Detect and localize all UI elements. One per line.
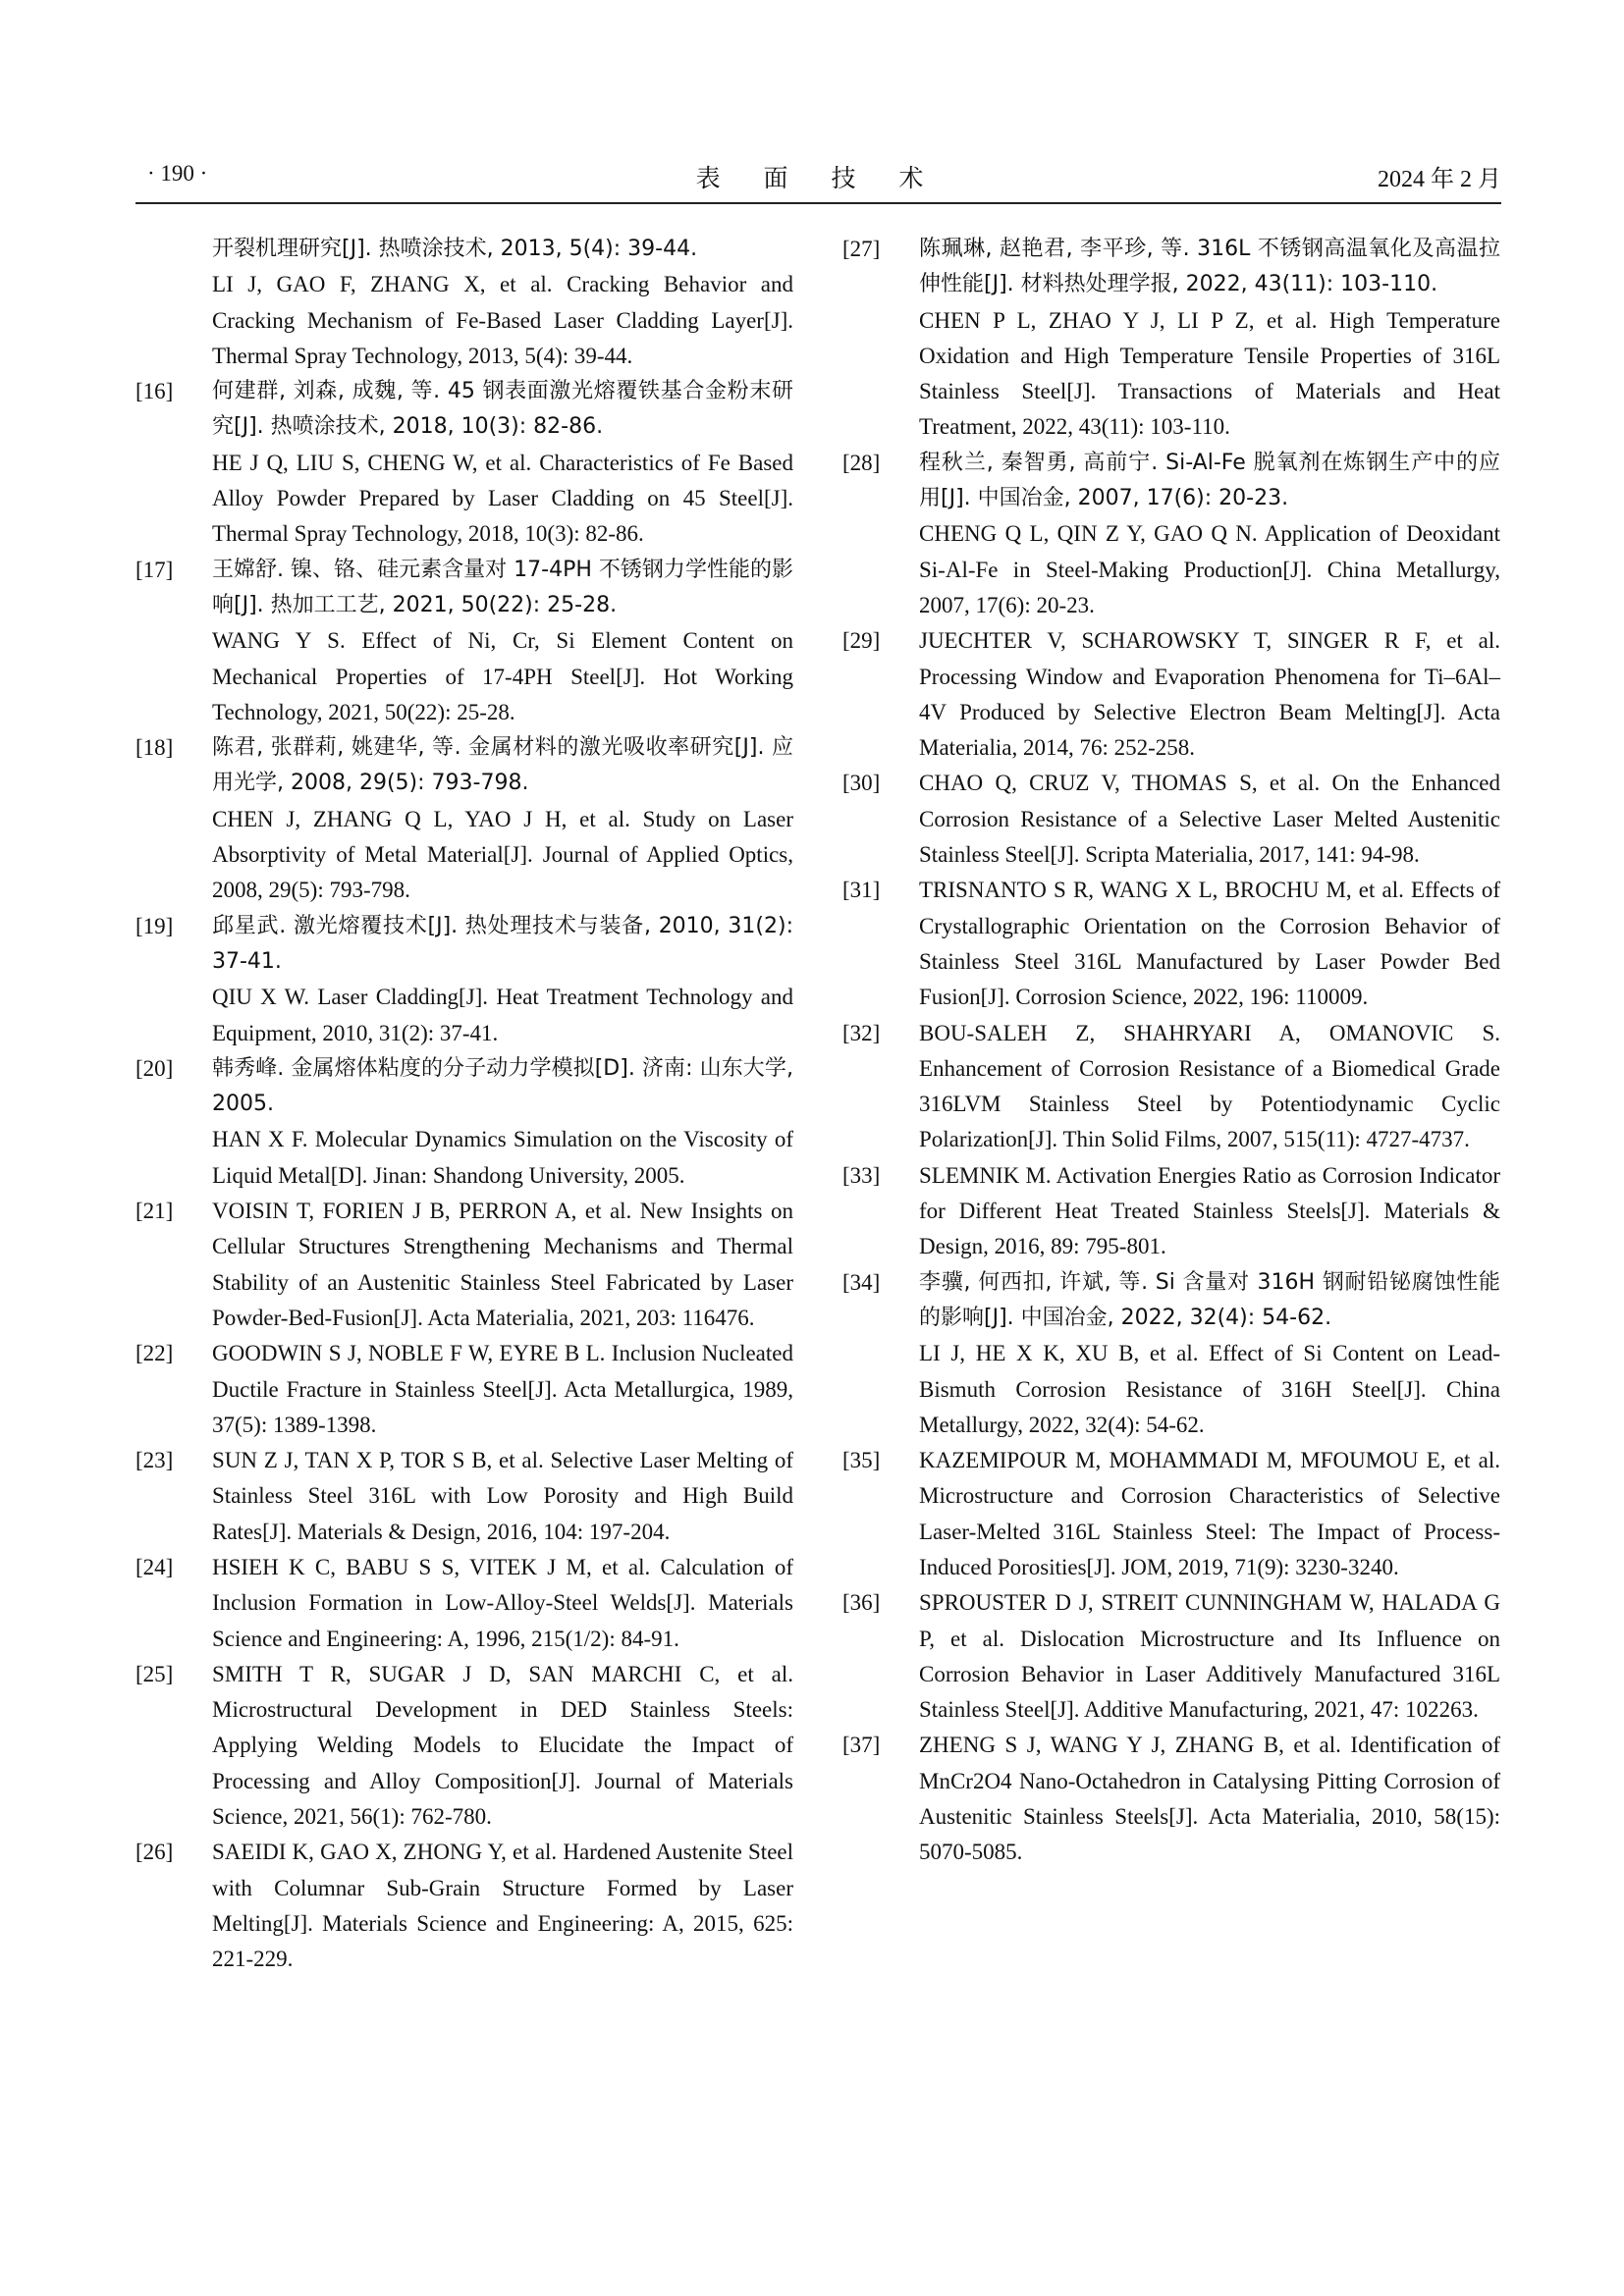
reference-en-text: LI J, HE X K, XU B, et al. Effect of Si Content on Lead-Bismuth Corrosion Resistance of 316H Steel[J]. China Metallurgy, 2022, 32(4): 54-62. (919, 1341, 1500, 1437)
reference-en-text: JUECHTER V, SCHAROWSKY T, SINGER R F, et al. Processing Window and Evaporation Phenomena for Ti–6Al–4V Produced by Selective Electron Beam Melting[J]. Acta Materialia, 2014, 76: 252-258. (919, 628, 1500, 761)
reference-item (135, 1835, 793, 1977)
reference-en-text: CHEN J, ZHANG Q L, YAO J H, et al. Study on Laser Absorptivity of Metal Material[J]. Journal of Applied Optics, 2008, 29(5): 793-798. (212, 806, 793, 903)
reference-number: [23] (135, 1448, 174, 1473)
reference-en-text: TRISNANTO S R, WANG X L, BROCHU M, et al. Effects of Crystallographic Orientation on the Corrosion Behavior of Stainless Steel 316L Manufactured by Laser Powder Bed Fusion[J]. Corrosion Science, 2022, 196: 110009. (919, 878, 1500, 1010)
reference-en-text: ZHENG S J, WANG Y J, ZHANG B, et al. Identification of MnCr2O4 Nano-Octahedron in Catalysing Pitting Corrosion of Austenitic Stainless Steels[J]. Acta Materialia, 2010, 58(15): 5070-5085. (919, 1733, 1500, 1865)
reference-en-text: SUN Z J, TAN X P, TOR S B, et al. Selective Laser Melting of Stainless Steel 316L with Low Porosity and High Build Rates[J]. Materials & Design, 2016, 104: 197-204. (212, 1448, 793, 1544)
reference-number: [20] (135, 1055, 174, 1081)
left-column (135, 232, 793, 1978)
reference-item (135, 1336, 793, 1443)
reference-en-text: CHENG Q L, QIN Z Y, GAO Q N. Application of Deoxidant Si-Al-Fe in Steel-Making Production[J]. China Metallurgy, 2007, 17(6): 20-23. (919, 521, 1500, 617)
running-header (135, 157, 1501, 204)
reference-item (842, 1265, 1500, 1443)
reference-en-text: LI J, GAO F, ZHANG X, et al. Cracking Behavior and Cracking Mechanism of Fe-Based Laser Cladding Layer[J]. Thermal Spray Technology, 2013, 5(4): 39-44. (212, 272, 793, 368)
continued-reference (135, 232, 793, 374)
reference-number: [25] (135, 1661, 174, 1686)
reference-en-text: GOODWIN S J, NOBLE F W, EYRE B L. Inclusion Nucleated Ductile Fracture in Stainless Steel[J]. Acta Metallurgica, 1989, 37(5): 1389-1398. (212, 1341, 793, 1437)
reference-item (135, 1051, 793, 1194)
reference-number: [22] (135, 1341, 174, 1366)
reference-number: [29] (842, 628, 881, 654)
reference-number: [37] (842, 1733, 881, 1758)
reference-item (135, 909, 793, 1051)
reference-en-text: KAZEMIPOUR M, MOHAMMADI M, MFOUMOU E, et al. Microstructure and Corrosion Characteristics of Selective Laser-Melted 316L Stainless Steel: The Impact of Process-Induced Porosities[J]. JOM, 2019, 71(9): 3230-3240. (919, 1448, 1500, 1579)
reference-cn-text: 陈君, 张群莉, 姚建华, 等. 金属材料的激光吸收率研究[J]. 应用光学, 2008, 29(5): 793-798. (212, 735, 793, 796)
reference-en-text: CHAO Q, CRUZ V, THOMAS S, et al. On the Enhanced Corrosion Resistance of a Selective Laser Melted Austenitic Stainless Steel[J]. Scripta Materialia, 2017, 141: 94-98. (919, 771, 1500, 868)
right-column (842, 232, 1500, 1871)
reference-cn-text: 韩秀峰. 金属熔体粘度的分子动力学模拟[D]. 济南: 山东大学, 2005. (212, 1055, 793, 1117)
reference-en-text: SPROUSTER D J, STREIT CUNNINGHAM W, HALADA G P, et al. Dislocation Microstructure and Its Influence on Corrosion Behavior in Laser Additively Manufactured 316L Stainless Steel[J]. Additive Manufacturing, 2021, 47: 102263. (919, 1590, 1500, 1723)
reference-cn-text: 程秋兰, 秦智勇, 高前宁. Si-Al-Fe 脱氧剂在炼钢生产中的应用[J]. 中国冶金, 2007, 17(6): 20-23. (919, 450, 1500, 511)
reference-item (842, 873, 1500, 1015)
reference-item (135, 553, 793, 730)
reference-item (842, 623, 1500, 766)
reference-number: [33] (842, 1162, 881, 1188)
reference-cn-text: 邱星武. 激光熔覆技术[J]. 热处理技术与装备, 2010, 31(2): 37-41. (212, 913, 793, 974)
reference-en-text: BOU-SALEH Z, SHAHRYARI A, OMANOVIC S. Enhancement of Corrosion Resistance of a Biomedical Grade 316LVM Stainless Steel by Potentiodynamic Cyclic Polarization[J]. Thin Solid Films, 2007, 515(11): 4727-4737. (919, 1020, 1500, 1152)
reference-cn-text: 李骥, 何西扣, 许斌, 等. Si 含量对 316H 钢耐铅铋腐蚀性能的影响[J]. 中国冶金, 2022, 32(4): 54-62. (919, 1269, 1500, 1330)
reference-number: [26] (135, 1840, 174, 1865)
reference-en-text: QIU X W. Laser Cladding[J]. Heat Treatment Technology and Equipment, 2010, 31(2): 37-41. (212, 985, 793, 1045)
reference-item (842, 1585, 1500, 1728)
left-reference-list (135, 374, 793, 1977)
reference-cn-text: 何建群, 刘森, 成魏, 等. 45 钢表面激光熔覆铁基合金粉末研究[J]. 热喷涂技术, 2018, 10(3): 82-86. (212, 379, 793, 440)
reference-en-text: HAN X F. Molecular Dynamics Simulation on the Viscosity of Liquid Metal[D]. Jinan: Shandong University, 2005. (212, 1127, 793, 1188)
reference-number: [17] (135, 557, 174, 582)
reference-number: [32] (842, 1020, 881, 1045)
reference-en-text: WANG Y S. Effect of Ni, Cr, Si Element Content on Mechanical Properties of 17-4PH Steel[J]. Hot Working Technology, 2021, 50(22): 25-28. (212, 628, 793, 724)
page-number: · 190 · (147, 161, 208, 186)
reference-number: [21] (135, 1199, 174, 1224)
reference-item (842, 1728, 1500, 1870)
reference-en-text: HSIEH K C, BABU S S, VITEK J M, et al. Calculation of Inclusion Formation in Low-Alloy-Steel Welds[J]. Materials Science and Engineering: A, 1996, 215(1/2): 84-91. (212, 1554, 793, 1651)
reference-item (135, 374, 793, 552)
reference-item (135, 1550, 793, 1657)
reference-item (135, 730, 793, 908)
reference-number: [16] (135, 379, 174, 404)
reference-number: [31] (842, 878, 881, 903)
reference-en-text: SLEMNIK M. Activation Energies Ratio as Corrosion Indicator for Different Heat Treated Stainless Steels[J]. Materials & Design, 2016, 89: 795-801. (919, 1162, 1500, 1259)
reference-en-text: CHEN P L, ZHAO Y J, LI P Z, et al. High Temperature Oxidation and High Temperature Tensile Properties of 316L Stainless Steel[J]. Transactions of Materials and Heat Treatment, 2022, 43(11): 103-110. (919, 307, 1500, 440)
reference-en-text: VOISIN T, FORIEN J B, PERRON A, et al. New Insights on Cellular Structures Strengthening Mechanisms and Thermal Stability of an Austenitic Stainless Steel Fabricated by Laser Powder-Bed-Fusion[J]. Acta Materialia, 2021, 203: 116476. (212, 1199, 793, 1330)
reference-number: [35] (842, 1448, 881, 1473)
issue-date: 2024 年 2 月 (1378, 167, 1501, 192)
reference-number: [30] (842, 771, 881, 796)
reference-item (842, 446, 1500, 623)
reference-en-text: SMITH T R, SUGAR J D, SAN MARCHI C, et al. Microstructural Development in DED Stainless Steels: Applying Welding Models to Elucidate the Impact of Processing and Alloy Composition[J]. Journal of Materials Science, 2021, 56(1): 762-780. (212, 1661, 793, 1830)
reference-number: [34] (842, 1269, 881, 1295)
reference-item (135, 1194, 793, 1336)
reference-cn-text: 开裂机理研究[J]. 热喷涂技术, 2013, 5(4): 39-44. (212, 237, 698, 261)
journal-title: 表 面 技 术 (695, 164, 942, 192)
reference-item (842, 1443, 1500, 1585)
reference-item (842, 766, 1500, 873)
reference-item (842, 1158, 1500, 1265)
reference-en-text: HE J Q, LIU S, CHENG W, et al. Characteristics of Fe Based Alloy Powder Prepared by Laser Cladding on 45 Steel[J]. Thermal Spray Technology, 2018, 10(3): 82-86. (212, 450, 793, 547)
reference-item (842, 232, 1500, 446)
reference-number: [24] (135, 1554, 174, 1579)
reference-number: [18] (135, 735, 174, 761)
reference-cn-text: 王嫦舒. 镍、铬、硅元素含量对 17-4PH 不锈钢力学性能的影响[J]. 热加工工艺, 2021, 50(22): 25-28. (212, 557, 793, 617)
reference-item (135, 1443, 793, 1550)
reference-item (842, 1016, 1500, 1158)
reference-cn-text: 陈珮琳, 赵艳君, 李平珍, 等. 316L 不锈钢高温氧化及高温拉伸性能[J]. 材料热处理学报, 2022, 43(11): 103-110. (919, 237, 1500, 297)
reference-en-text: SAEIDI K, GAO X, ZHONG Y, et al. Hardened Austenite Steel with Columnar Sub-Grain Structure Formed by Laser Melting[J]. Materials Science and Engineering: A, 2015, 625: 221-229. (212, 1840, 793, 1972)
reference-number: [36] (842, 1590, 881, 1616)
right-reference-list (842, 232, 1500, 1871)
reference-number: [27] (842, 237, 881, 261)
reference-number: [28] (842, 450, 881, 475)
reference-item (135, 1657, 793, 1835)
reference-number: [19] (135, 913, 174, 938)
